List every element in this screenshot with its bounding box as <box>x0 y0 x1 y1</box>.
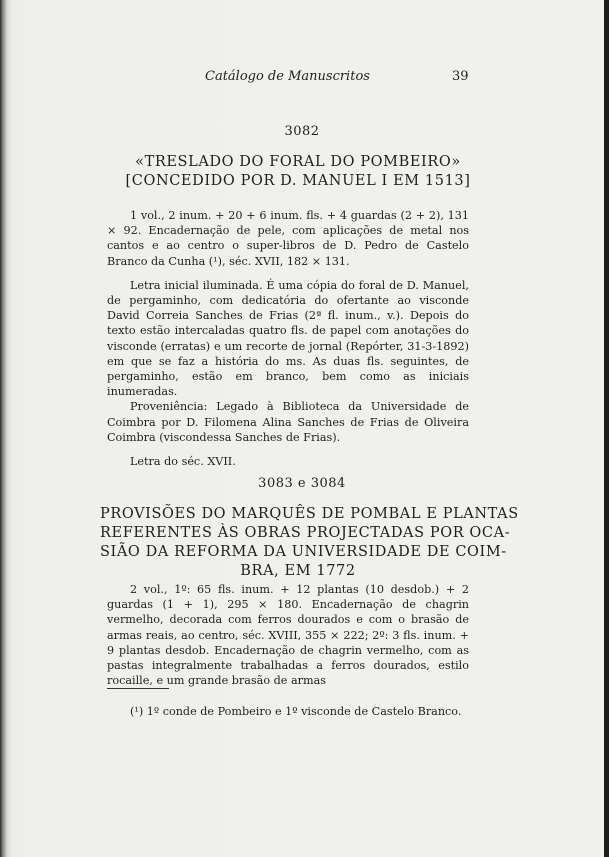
page-number: 39 <box>452 69 469 84</box>
title-line: SIÃO DA REFORMA DA UNIVERSIDADE DE COIM- <box>100 544 507 560</box>
paragraph: Proveniência: Legado à Biblioteca da Universidade de Coimbra por D. Filomena Alina Sanches de Frias de Oliveira Coimbra (viscondessa Sanches de Frias). <box>107 400 469 444</box>
entry-body-3083 <box>107 582 469 688</box>
entry-number-3083: 3083 e 3084 <box>258 476 346 491</box>
title-line: BRA, EM 1772 <box>240 563 356 579</box>
footnote-rule <box>107 688 169 689</box>
paragraph: 1 vol., 2 inum. + 20 + 6 inum. fls. + 4 guardas (2 + 2), 131 × 92. Encadernação de pele, com aplicações de metal nos cantos e ao centro o super-libros de D. Pedro de Castelo Branco da Cunha (¹), séc. XVII, 182 × 131. <box>107 209 469 268</box>
entry-title-3083 <box>100 505 519 581</box>
title-line: PROVISÕES DO MARQUÊS DE POMBAL E PLANTAS <box>100 506 519 522</box>
paragraph: 2 vol., 1º: 65 fls. inum. + 12 plantas (10 desdob.) + 2 guardas (1 + 1), 295 × 180. Encadernação de chagrin vermelho, decorada com ferros dourados e com o brasão de armas reais, ao centro, séc. XVIII, 355 × 222; 2º: 3 fls. inum. + 9 plantas desdob. Encadernação de chagrin vermelho, com as pastas integralmente trabalhadas a ferros dourados, estilo rocaille, e um grande brasão de armas <box>107 583 469 688</box>
entry-title-3082 <box>100 153 496 191</box>
title-line: [CONCEDIDO POR D. MANUEL I EM 1513] <box>125 173 471 189</box>
paragraph: Letra inicial iluminada. É uma cópia do foral de D. Manuel, de pergaminho, com dedicatória do ofertante ao visconde David Correia Sanches de Frias (2ª fl. inum., v.). Depois do texto estão intercaladas quatro fls. de papel com anotações do visconde (erratas) e um recorte de jornal (Repórter, 31-3-1892) em que se faz a história do ms. As duas fls. seguintes, de pergaminho, estão em branco, bem como as iniciais inumeradas. <box>107 278 469 399</box>
entry-body-3082 <box>107 208 469 469</box>
entry-number-3082: 3082 <box>284 124 320 139</box>
running-head <box>0 69 604 87</box>
paragraph: Letra do séc. XVII. <box>130 455 236 469</box>
footnote <box>107 704 469 719</box>
running-title: Catálogo de Manuscritos <box>205 69 370 84</box>
footnote-text: (¹) 1º conde de Pombeiro e 1º visconde de Castelo Branco. <box>130 705 462 718</box>
title-line: REFERENTES ÀS OBRAS PROJECTADAS POR OCA- <box>100 525 511 541</box>
title-line: «TRESLADO DO FORAL DO POMBEIRO» <box>135 154 461 170</box>
